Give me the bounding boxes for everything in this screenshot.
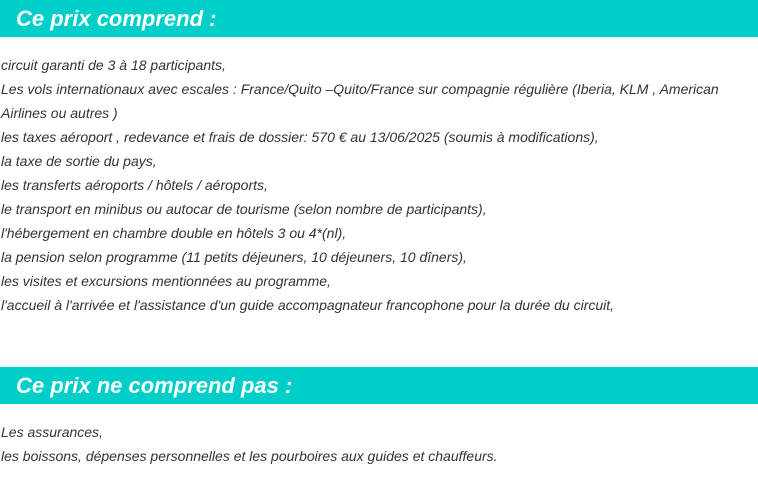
list-item: les visites et excursions mentionnées au programme,	[1, 273, 331, 289]
list-item: la taxe de sortie du pays,	[1, 153, 157, 169]
list-item: l'accueil à l'arrivée et l'assistance d'un guide accompagnateur francophone pour la durée du circuit,	[1, 297, 615, 313]
list-item: l'hébergement en chambre double en hôtels 3 ou 4*(nl),	[1, 225, 347, 241]
list-item: circuit garanti de 3 à 18 participants,	[1, 57, 226, 73]
list-item: Les assurances,	[1, 424, 103, 440]
list-item: le transport en minibus ou autocar de tourisme (selon nombre de participants),	[1, 201, 487, 217]
list-item: les transferts aéroports / hôtels / aéroports,	[1, 177, 268, 193]
list-item: Les vols internationaux avec escales : France/Quito –Quito/France sur compagnie régulière (Iberia, KLM , American Airlines ou autres )	[1, 81, 719, 121]
list-item: les boissons, dépenses personnelles et les pourboires aux guides et chauffeurs.	[1, 448, 498, 464]
excluded-list	[0, 420, 758, 468]
list-item: les taxes aéroport , redevance et frais de dossier: 570 € au 13/06/2025 (soumis à modifications),	[1, 129, 599, 145]
excluded-section-header: Ce prix ne comprend pas :	[0, 367, 758, 404]
included-section-header: Ce prix comprend :	[0, 0, 758, 37]
included-list	[0, 53, 758, 317]
list-item: la pension selon programme (11 petits déjeuners, 10 déjeuners, 10 dîners),	[1, 249, 467, 265]
